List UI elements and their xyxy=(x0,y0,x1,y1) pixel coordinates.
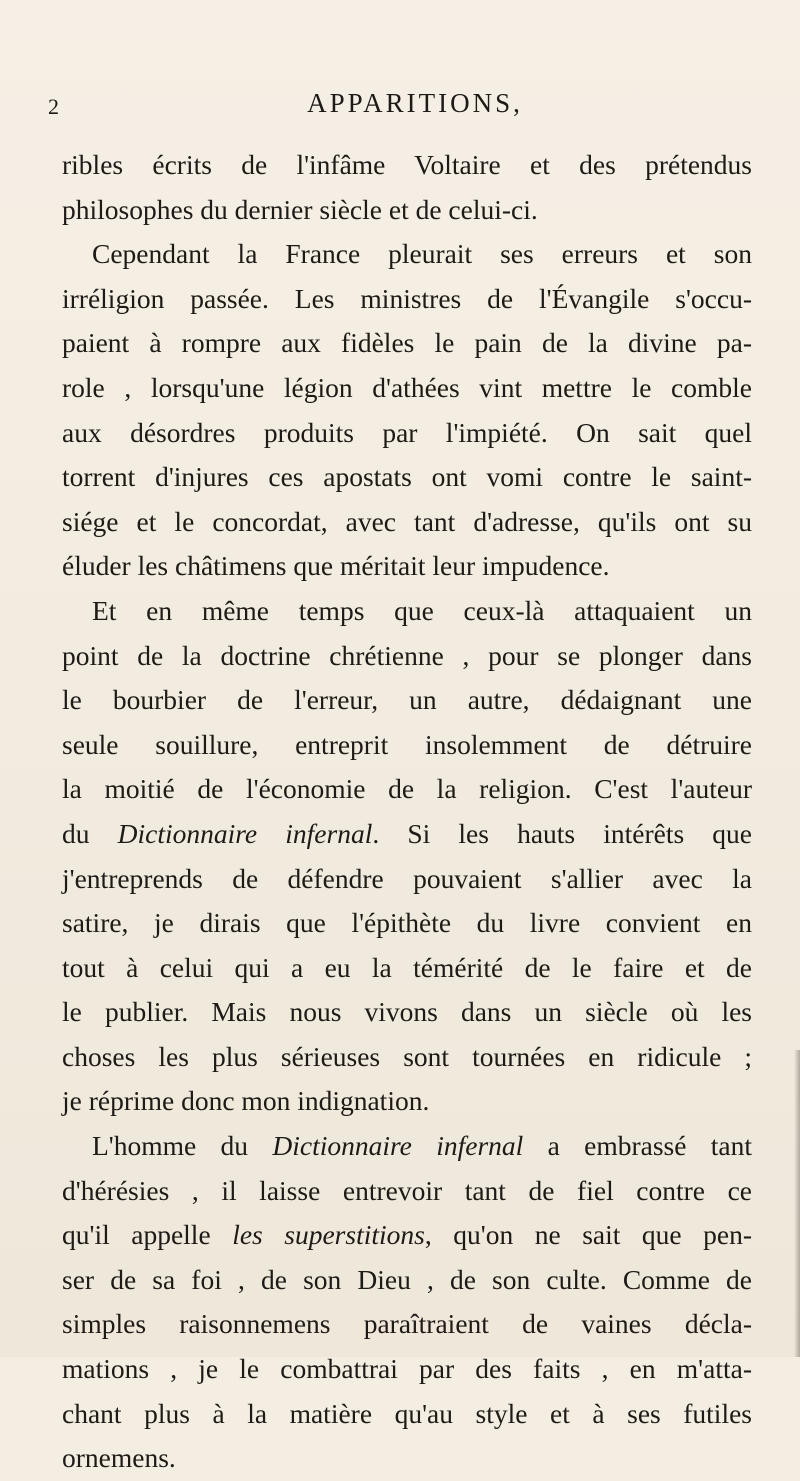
body-text xyxy=(62,143,752,1481)
text-line: torrent d'injures ces apostats ont vomi contre le saint- xyxy=(62,461,752,493)
text-line: qu'il appelle les superstitions, qu'on ne sait que pen- xyxy=(62,1219,753,1251)
text-line: mations , je le combattrai par des faits , en m'atta- xyxy=(62,1353,752,1385)
text-line: le bourbier de l'erreur, un autre, dédaignant une xyxy=(62,684,752,716)
italic-term: les superstitions xyxy=(232,1219,425,1251)
text-line: choses les plus sérieuses sont tournées en ridicule ; xyxy=(62,1040,752,1072)
text-line: éluder les châtimens que méritait leur impudence. xyxy=(62,550,610,582)
text-line: irréligion passée. Les ministres de l'Évangile s'occu- xyxy=(62,282,752,314)
text-line: simples raisonnemens paraîtraient de vaines décla- xyxy=(62,1308,752,1340)
text-line: d'hérésies , il laisse entrevoir tant de fiel contre ce xyxy=(62,1174,752,1206)
text-line: aux désordres produits par l'impiété. On sait quel xyxy=(62,416,752,448)
text-line: satire, je dirais que l'épithète du livre convient en xyxy=(62,907,752,939)
text-line: role , lorsqu'une légion d'athées vint mettre le comble xyxy=(62,371,752,403)
text-line: Et en même temps que ceux-là attaquaient un xyxy=(92,594,752,626)
text-line: paient à rompre aux fidèles le pain de la divine pa- xyxy=(62,327,752,359)
text-line: du Dictionnaire infernal. Si les hauts intérêts que xyxy=(62,817,753,849)
text-line: chant plus à la matière qu'au style et à ses futiles xyxy=(62,1397,752,1429)
page-edge-shadow xyxy=(794,1050,800,1357)
text-line: le publier. Mais nous vivons dans un siècle où les xyxy=(62,996,752,1028)
running-title: APPARITIONS, xyxy=(307,88,523,118)
text-line: ornemens. xyxy=(62,1442,176,1474)
text-line: ribles écrits de l'infâme Voltaire et des prétendus xyxy=(62,149,752,180)
italic-book-title: Dictionnaire infernal xyxy=(117,817,373,849)
text-line: siége et le concordat, avec tant d'adresse, qu'ils ont su xyxy=(62,505,752,537)
text-line: tout à celui qui a eu la témérité de le faire et de xyxy=(62,951,752,983)
text-line: L'homme du Dictionnaire infernal a embrassé tant xyxy=(92,1130,753,1162)
text-line: point de la doctrine chrétienne , pour se plonger dans xyxy=(62,639,752,671)
text-line: ser de sa foi , de son Dieu , de son culte. Comme de xyxy=(62,1263,752,1295)
italic-book-title: Dictionnaire infernal xyxy=(272,1130,524,1162)
page-number: 2 xyxy=(48,94,59,119)
text-line: la moitié de l'économie de la religion. C'est l'auteur xyxy=(62,773,752,805)
text-line: seule souillure, entreprit insolemment de détruire xyxy=(62,728,752,760)
text-line: philosophes du dernier siècle et de celui-ci. xyxy=(62,193,538,225)
text-line: je réprime donc mon indignation. xyxy=(62,1085,430,1117)
text-line: Cependant la France pleurait ses erreurs et son xyxy=(92,238,752,270)
text-line: j'entreprends de défendre pouvaient s'allier avec la xyxy=(62,862,752,894)
